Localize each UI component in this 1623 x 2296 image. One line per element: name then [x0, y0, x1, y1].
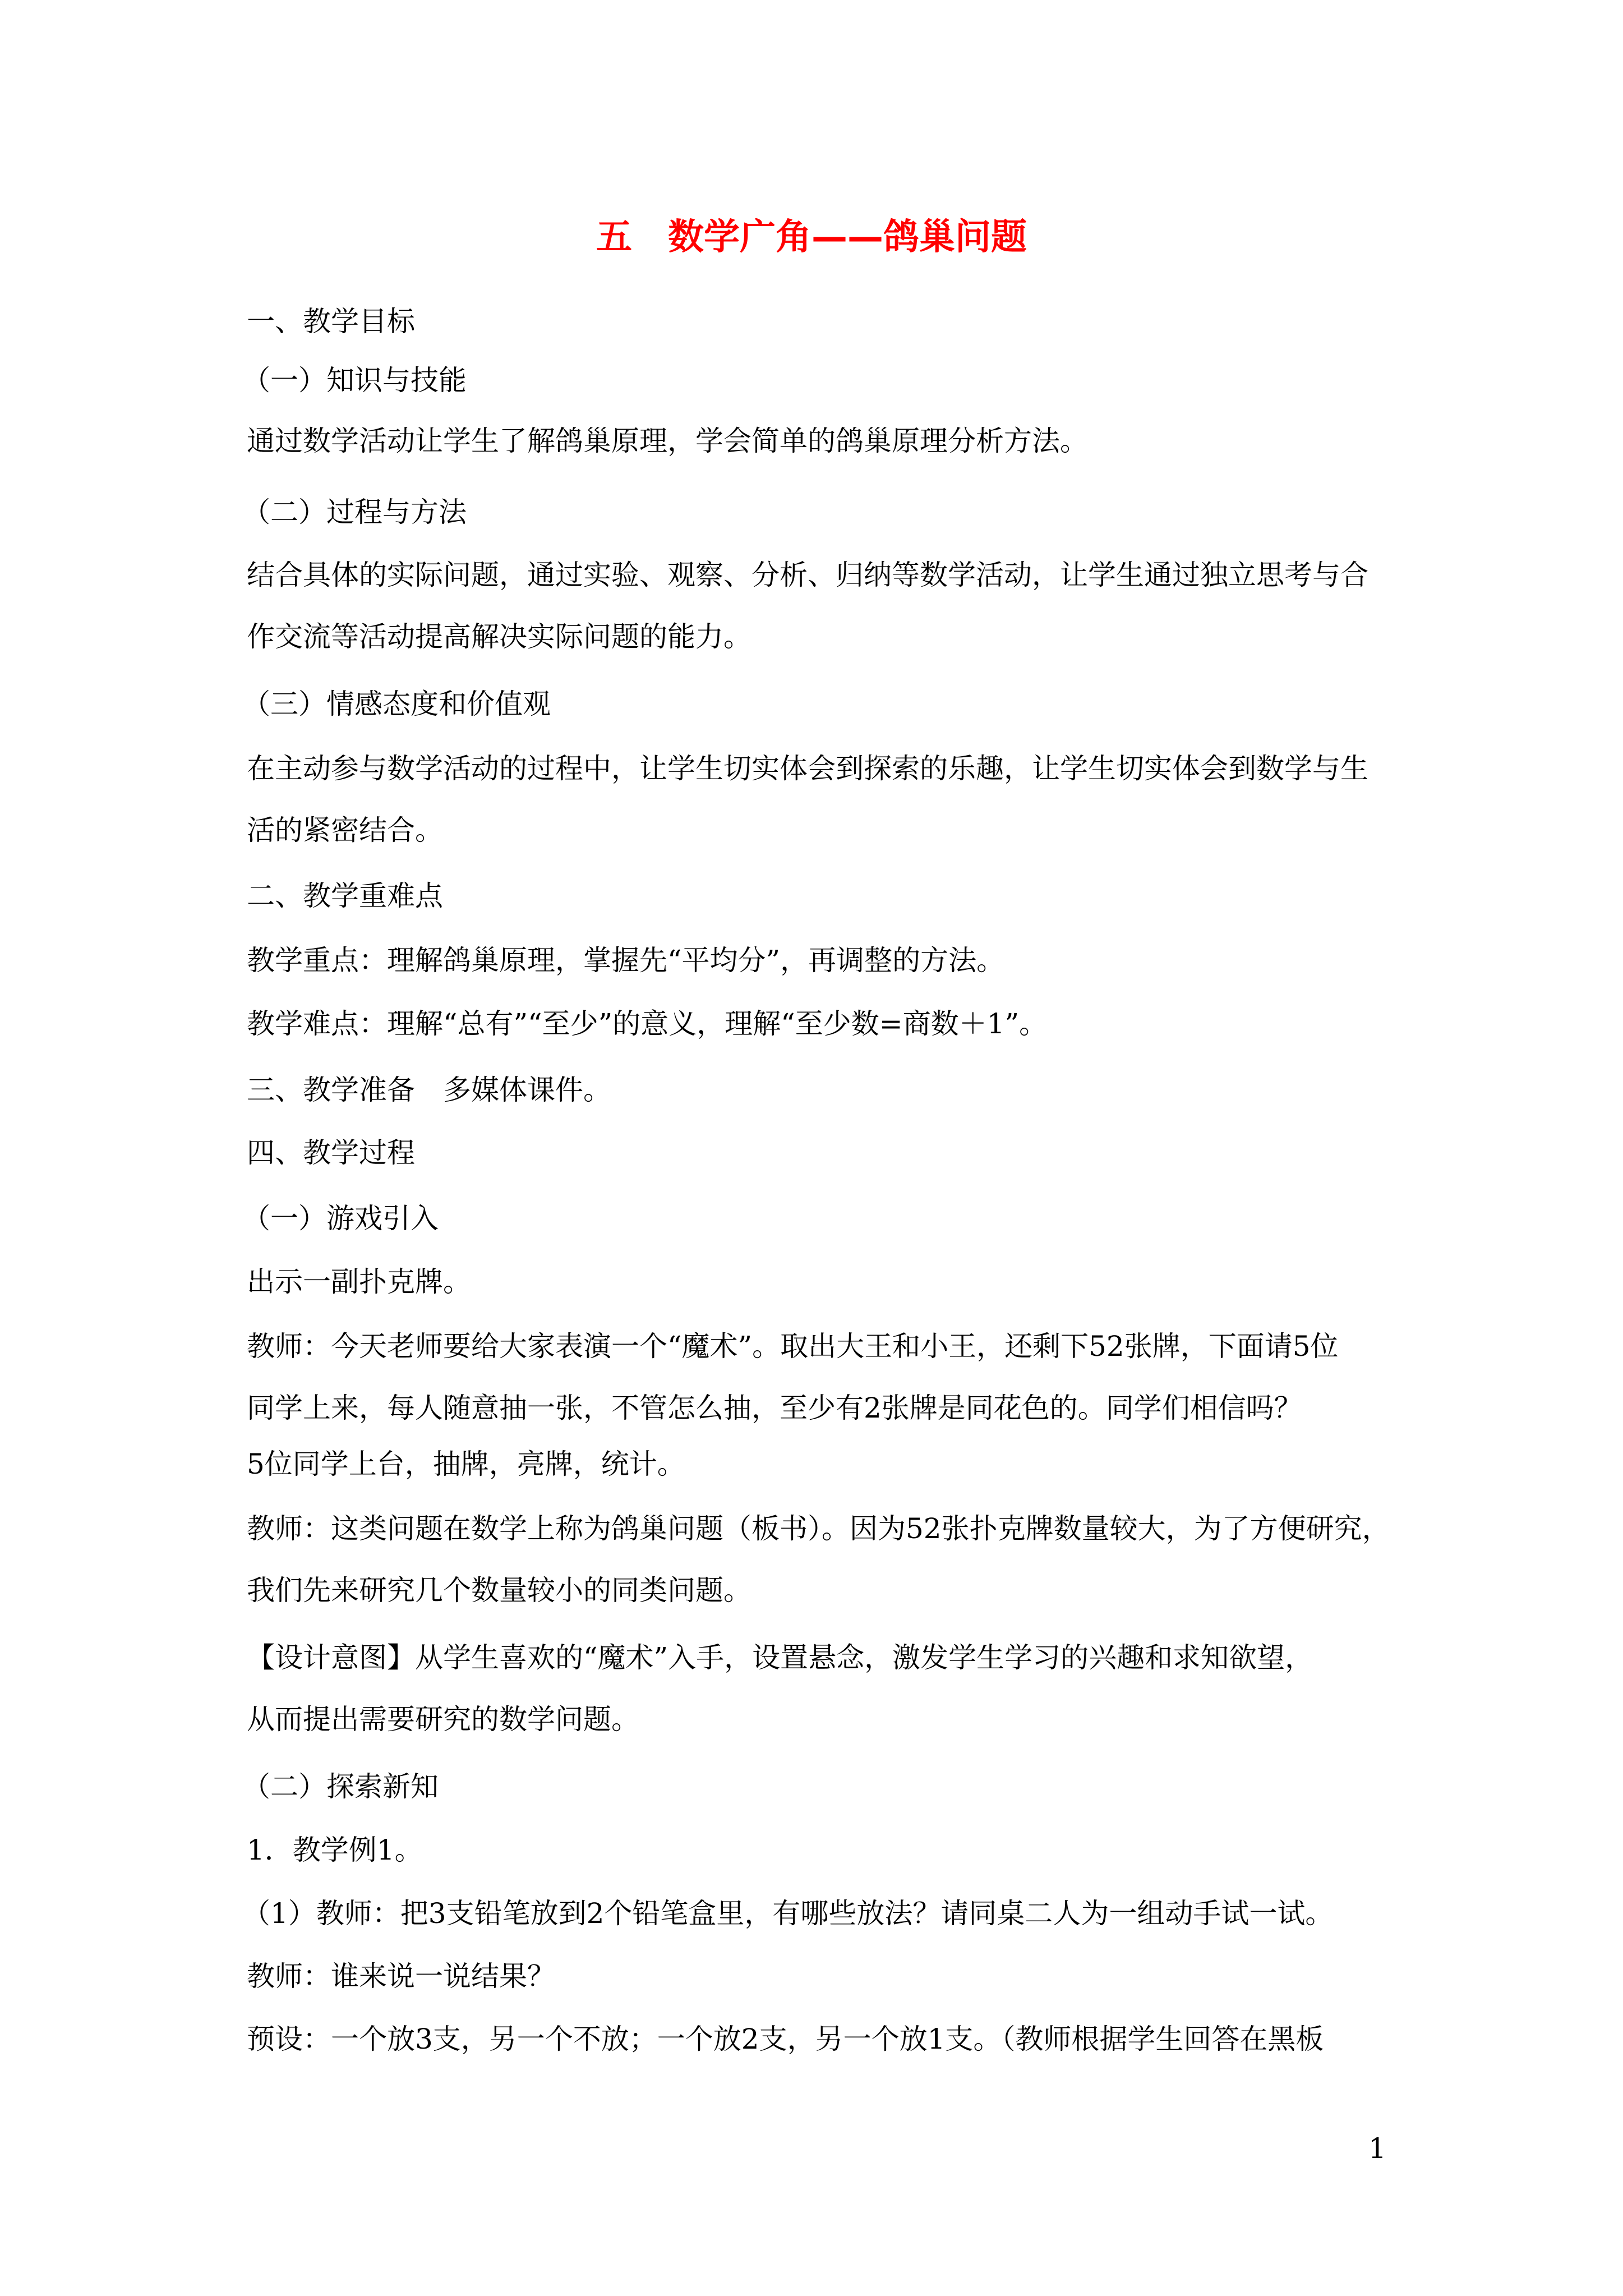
document-title: 五 数学广角——鸽巢问题 — [596, 217, 1027, 258]
heading-teaching-process: 四、教学过程 — [247, 1137, 415, 1169]
paragraph-line: 结合具体的实际问题，通过实验、观察、分析、归纳等数学活动，让学生通过独立思考与合 — [247, 559, 1368, 591]
heading-teaching-goals: 一、教学目标 — [247, 305, 415, 338]
subheading-game-introduction: （一）游戏引入 — [242, 1202, 439, 1235]
paragraph-line: 教学重点：理解鸽巢原理，掌握先“平均分”，再调整的方法。 — [247, 944, 1005, 977]
paragraph-line: 教师：这类问题在数学上称为鸽巢问题（板书）。因为52张扑克牌数量较大，为了方便研究， — [247, 1512, 1390, 1545]
paragraph-line: 活的紧密结合。 — [247, 814, 443, 846]
paragraph-line: 作交流等活动提高解决实际问题的能力。 — [247, 620, 751, 653]
subheading-process-method: （二）过程与方法 — [242, 496, 467, 528]
paragraph-line: 教师：今天老师要给大家表演一个“魔术”。取出大王和小王，还剩下52张牌，下面请5位 — [247, 1330, 1339, 1363]
paragraph-line: 通过数学活动让学生了解鸽巢原理，学会简单的鸽巢原理分析方法。 — [247, 425, 1088, 457]
page-number: 1 — [1368, 2132, 1386, 2165]
paragraph-line: 预设：一个放3支，另一个不放；一个放2支，另一个放1支。（教师根据学生回答在黑板 — [247, 2023, 1324, 2055]
paragraph-line: 1．教学例1。 — [247, 1834, 423, 1866]
heading-key-difficult-points: 二、教学重难点 — [247, 880, 443, 912]
paragraph-line: 我们先来研究几个数量较小的同类问题。 — [247, 1574, 751, 1607]
paragraph-line: 出示一副扑克牌。 — [247, 1266, 471, 1298]
paragraph-line: 教学难点：理解“总有”“至少”的意义，理解“至少数=商数＋1”。 — [247, 1007, 1048, 1040]
design-intent-line: 【设计意图】从学生喜欢的“魔术”入手，设置悬念，激发学生学习的兴趣和求知欲望， — [247, 1641, 1313, 1674]
paragraph-line: 同学上来，每人随意抽一张，不管怎么抽，至少有2张牌是同花色的。同学们相信吗？ — [247, 1392, 1302, 1424]
subheading-attitude-values: （三）情感态度和价值观 — [242, 688, 551, 720]
subheading-explore-new-knowledge: （二）探索新知 — [242, 1770, 439, 1803]
paragraph-line: 教师：谁来说一说结果？ — [247, 1960, 555, 1993]
heading-teaching-preparation: 三、教学准备 多媒体课件。 — [247, 1074, 611, 1106]
subheading-knowledge-skills: （一）知识与技能 — [242, 364, 467, 397]
paragraph-line: 从而提出需要研究的数学问题。 — [247, 1703, 639, 1736]
paragraph-line: 在主动参与数学活动的过程中，让学生切实体会到探索的乐趣，让学生切实体会到数学与生 — [247, 752, 1368, 785]
paragraph-line: 5位同学上台，抽牌，亮牌，统计。 — [247, 1448, 685, 1480]
paragraph-line: （1）教师：把3支铅笔放到2个铅笔盒里，有哪些放法？请同桌二人为一组动手试一试。 — [242, 1897, 1334, 1930]
